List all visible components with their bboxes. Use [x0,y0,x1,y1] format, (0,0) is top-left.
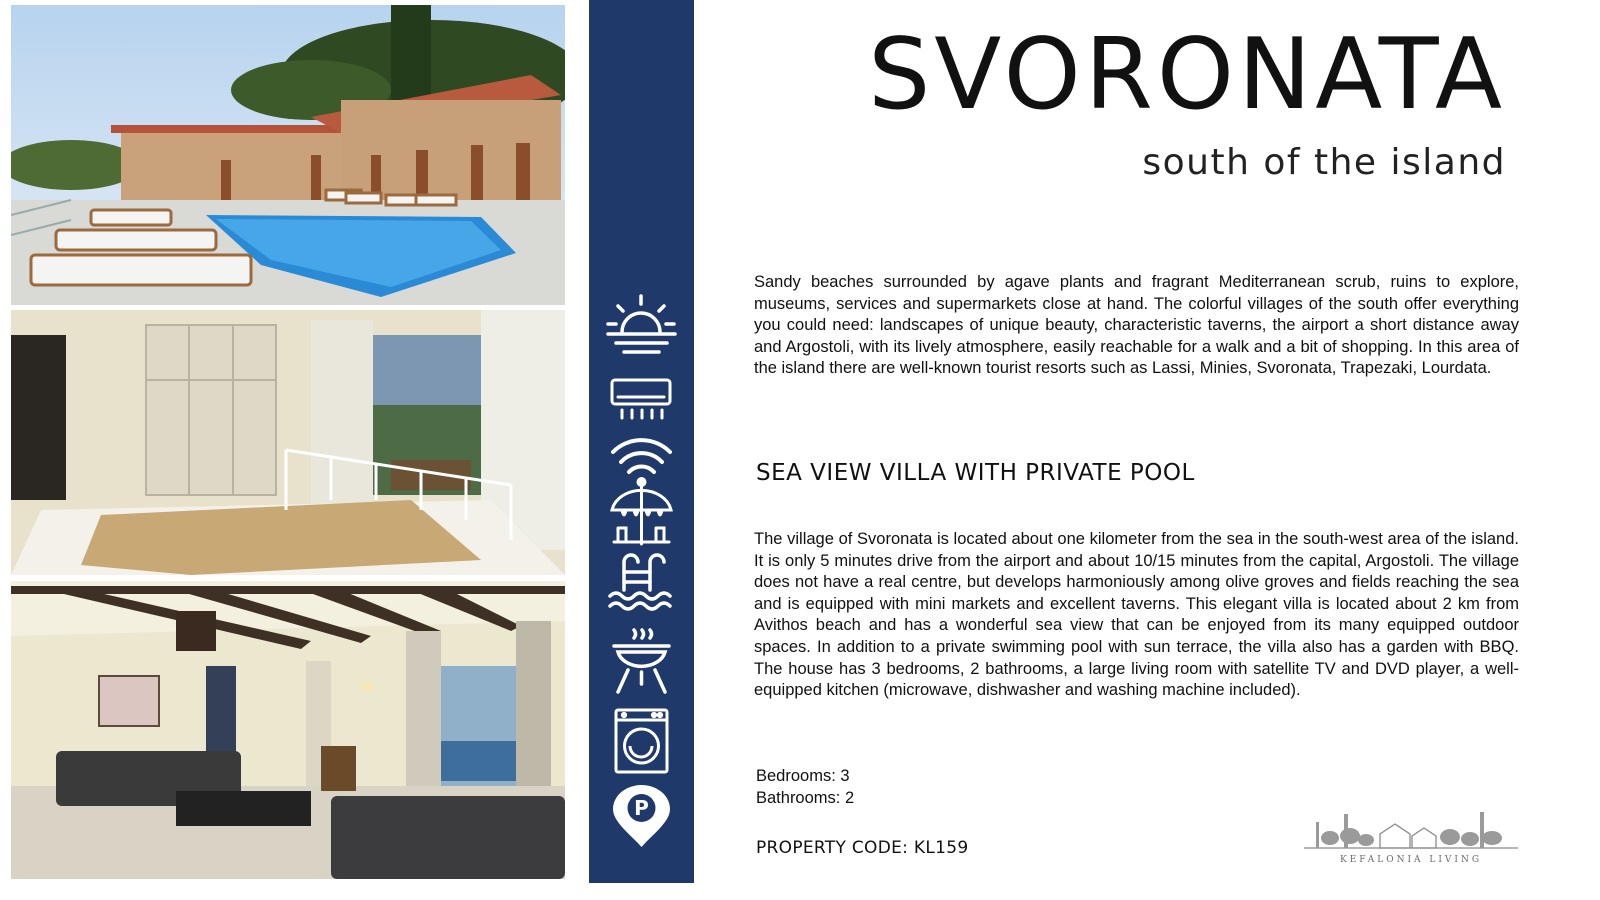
washing-machine-icon [604,706,679,776]
parking-icon [604,784,679,850]
bbq-icon [604,626,679,696]
kefalonia-living-logo [1300,808,1522,872]
bedrooms-count: Bedrooms: 3 [756,767,850,785]
parking-letter: P [634,796,649,820]
page-subtitle: south of the island [1142,142,1506,183]
area-description: Sandy beaches surrounded by agave plants and fragrant Mediterranean scrub, ruins to explore, museums, services and supermarkets close at hand. The colorful villages of the south offer everything you could need: landscapes of unique beauty, characteristic tavern​s, the airport a short distance away and Argostoli, with its lively atmosphere, easily reachable for a walk and a bit of shopping. In this area of the island there are well-known tourist resorts such as Lassi, Minies, Svoronata, Trapezaki, Lourdata. [754,273,1519,378]
amenities-band [589,0,694,883]
property-heading: SEA VIEW VILLA WITH PRIVATE POOL [756,460,1195,486]
bedroom-photo [11,310,565,575]
bathrooms-count: Bathrooms: 2 [756,788,855,807]
property-facts [756,766,854,809]
sun-icon [604,290,679,360]
page-title: SVORONATA [868,18,1506,132]
property-description: The village of Svoronata is located about one kilometer from the sea in the south-west area of the island. It is only 5 minutes drive from the airport and about 10/15 minutes from the capital, Argostoli. The village does not have a real centre, but develops harmoniously among olive groves and fields reaching the sea and is equipped with mini markets and excellent taverns. This elegant villa is located about 2 km from Avithos beach and has a wonderful sea view that can be enjoyed from its many equipped outdoor spaces. In addition to a private swimming pool with sun terrace, the villa also has a garden with BBQ. The house has 3 bedrooms, 2 bathrooms, a large living room with satellite TV and DVD player, a well-equipped kitchen (microwave, dishwasher and washing machine included). [754,530,1519,700]
living-room-photo [11,581,565,879]
property-code: PROPERTY CODE: KL159 [756,838,969,858]
beach-umbrella-icon [604,480,679,550]
logo-village-icon [1300,808,1522,853]
logo-text: KEFALONIA LIVING [1339,855,1483,865]
villa-pool-photo [11,5,565,305]
pool-icon [604,550,679,620]
